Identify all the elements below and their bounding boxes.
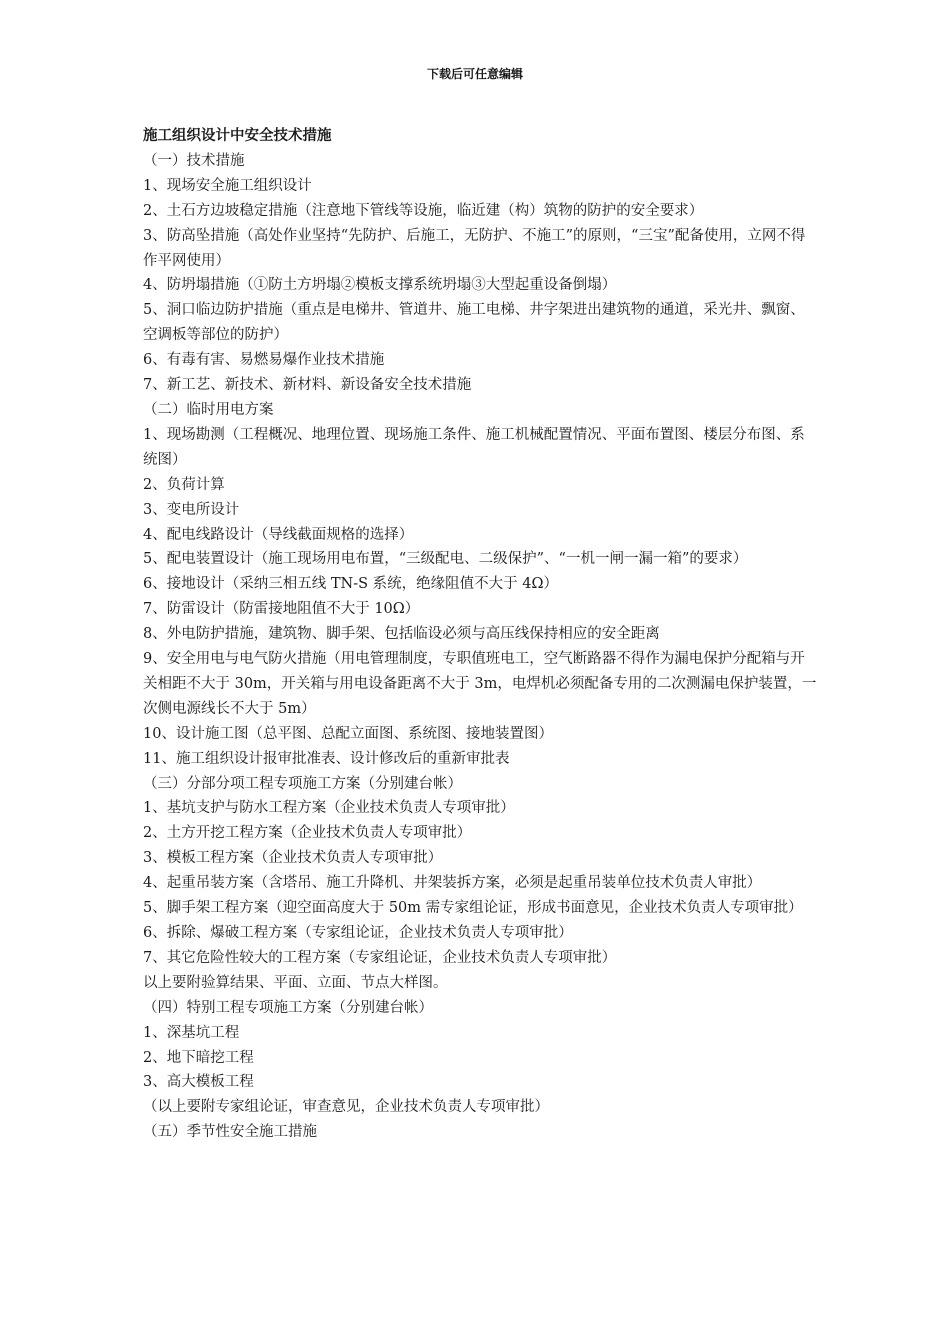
list-item: 11、施工组织设计报审批准表、设计修改后的重新审批表 <box>143 750 510 767</box>
list-item: 5、洞口临边防护措施（重点是电梯井、管道井、施工电梯、井字架进出建筑物的通道，采光井、飘窗、空调板等部位的防护） <box>143 302 805 344</box>
list-item: 1、现场安全施工组织设计 <box>143 177 312 194</box>
document-title: 施工组织设计中安全技术措施 <box>143 128 332 144</box>
list-item: 2、地下暗挖工程 <box>143 1049 254 1066</box>
list-item: 7、其它危险性较大的工程方案（专家组论证，企业技术负责人专项审批） <box>143 949 617 966</box>
list-item: 3、防高坠措施（高处作业坚持“先防护、后施工，无防护、不施工”的原则，“三宝”配备使用，立网不得作平网使用） <box>143 227 806 269</box>
section-heading: （四）特别工程专项施工方案（分别建台帐） <box>143 999 433 1016</box>
list-item: 10、设计施工图（总平图、总配立面图、系统图、接地装置图） <box>143 725 553 742</box>
list-item: 9、安全用电与电气防火措施（用电管理制度，专职值班电工，空气断路器不得作为漏电保护分配箱与开关相距不大于 30m，开关箱与用电设备距离不大于 3m，电焊机必须配备专用的二次测漏电保护装置，一次侧电源线长不大于 5m） <box>143 651 817 717</box>
list-item: 3、高大模板工程 <box>143 1074 254 1091</box>
section-heading: （二）临时用电方案 <box>143 401 274 418</box>
section-heading: （五）季节性安全施工措施 <box>143 1124 317 1141</box>
section-heading: （三）分部分项工程专项施工方案（分别建台帐） <box>143 775 462 792</box>
document-body <box>143 124 818 1145</box>
list-item: 5、配电装置设计（施工现场用电布置，“三级配电、二级保护”、“一机一闸一漏一箱”的要求） <box>143 551 748 568</box>
list-item: 2、负荷计算 <box>143 476 225 493</box>
list-item: 5、脚手架工程方案（迎空面高度大于 50m 需专家组论证，形成书面意见，企业技术负责人专项审批） <box>143 900 803 917</box>
list-item: 7、防雷设计（防雷接地阻值不大于 10Ω） <box>143 601 420 618</box>
list-item: 4、起重吊装方案（含塔吊、施工升降机、井架装拆方案，必须是起重吊装单位技术负责人审批） <box>143 875 762 892</box>
list-item: 6、拆除、爆破工程方案（专家组论证，企业技术负责人专项审批） <box>143 925 573 941</box>
list-item: 1、深基坑工程 <box>143 1024 240 1041</box>
list-item: 6、有毒有害、易燃易爆作业技术措施 <box>143 352 385 369</box>
section-heading: （一）技术措施 <box>143 152 245 169</box>
list-item: 3、模板工程方案（企业技术负责人专项审批） <box>143 850 443 867</box>
page-header: 下载后可任意编辑 <box>426 67 523 81</box>
list-item: 4、防坍塌措施（①防土方坍塌②模板支撑系统坍塌③大型起重设备倒塌） <box>143 277 617 294</box>
list-item: 4、配电线路设计（导线截面规格的选择） <box>143 526 414 543</box>
list-item: 2、土方开挖工程方案（企业技术负责人专项审批） <box>143 825 472 842</box>
list-item: 1、现场勘测（工程概况、地理位置、现场施工条件、施工机械配置情况、平面布置图、楼层分布图、系统图） <box>143 426 805 468</box>
list-item: 7、新工艺、新技术、新材料、新设备安全技术措施 <box>143 377 472 394</box>
note-line: 以上要附验算结果、平面、立面、节点大样图。 <box>143 974 448 991</box>
list-item: 2、土石方边坡稳定措施（注意地下管线等设施，临近建（构）筑物的防护的安全要求） <box>143 202 704 219</box>
list-item: 1、基坑支护与防水工程方案（企业技术负责人专项审批） <box>143 800 515 817</box>
list-item: 3、变电所设计 <box>143 501 240 518</box>
list-item: 6、接地设计（采纳三相五线 TN-S 系统，绝缘阻值不大于 4Ω） <box>143 576 558 593</box>
note-line: （以上要附专家组论证，审查意见，企业技术负责人专项审批） <box>143 1099 549 1116</box>
list-item: 8、外电防护措施，建筑物、脚手架、包括临设必须与高压线保持相应的安全距离 <box>143 626 660 643</box>
